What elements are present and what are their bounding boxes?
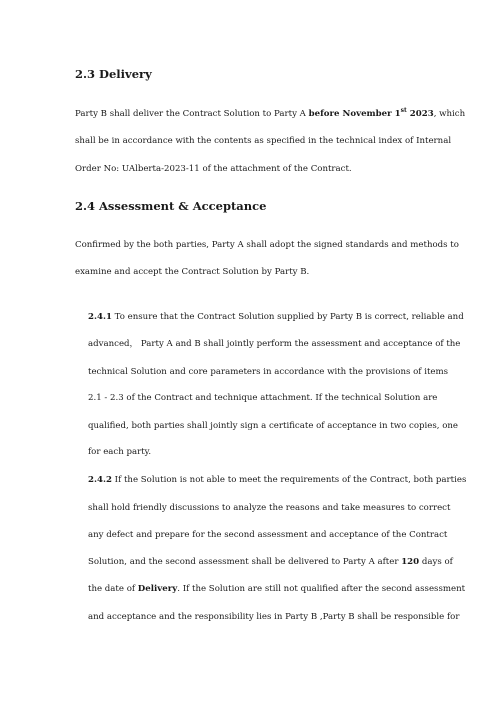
delivery-term: Delivery (137, 584, 178, 594)
delivery-paragraph-line-1: Party B shall deliver the Contract Solution to Party A before November 1st 2023, which (75, 107, 466, 119)
clause-2-4-2-line-1: 2.4.2 If the Solution is not able to meet the requirements of the Contract, both parties (88, 475, 467, 485)
clause-2-4-2-line-2: shall hold friendly discussions to analyze the reasons and take measures to correct (88, 503, 451, 513)
clause-2-4-1-line-1: 2.4.1 To ensure that the Contract Solution supplied by Party B is correct, reliable and (88, 312, 464, 322)
assessment-paragraph-line-2: examine and accept the Contract Solution by Party B. (75, 267, 310, 277)
delivery-date: before November 1st 2023 (308, 107, 434, 119)
assessment-paragraph-line-1: Confirmed by the both parties, Party A shall adopt the signed standards and methods to (75, 240, 459, 250)
clause-2-4-1-line-6: for each party. (88, 447, 152, 457)
days-count: 120 (401, 557, 420, 567)
clause-2-4-2-line-4: Solution, and the second assessment shall be delivered to Party A after 120 days of (88, 557, 453, 567)
clause-number: 2.4.1 (88, 312, 112, 322)
clause-2-4-1-line-4: 2.1 - 2.3 of the Contract and technique attachment. If the technical Solution are (88, 393, 438, 403)
section-heading-delivery: 2.3 Delivery (75, 67, 152, 81)
clause-2-4-2-line-3: any defect and prepare for the second assessment and acceptance of the Contract (88, 530, 448, 540)
clause-2-4-2-line-5: the date of Delivery. If the Solution are still not qualified after the second assessment (88, 584, 466, 594)
delivery-paragraph-line-2: shall be in accordance with the contents as specified in the technical index of Internal (75, 136, 452, 146)
clause-number: 2.4.2 (88, 475, 112, 485)
clause-2-4-1-line-3: technical Solution and core parameters in accordance with the provisions of items (88, 367, 449, 377)
clause-2-4-1-line-5: qualified, both parties shall jointly sign a certificate of acceptance in two copies, one (88, 421, 459, 431)
clause-2-4-2-line-6: and acceptance and the responsibility lies in Party B ,Party B shall be responsible for (88, 612, 460, 622)
clause-2-4-1-line-2: advanced， Party A and B shall jointly perform the assessment and acceptance of the (88, 339, 461, 349)
delivery-paragraph-line-3: Order No: UAlberta-2023-11 of the attachment of the Contract. (75, 164, 352, 174)
section-heading-assessment: 2.4 Assessment & Acceptance (75, 199, 267, 213)
